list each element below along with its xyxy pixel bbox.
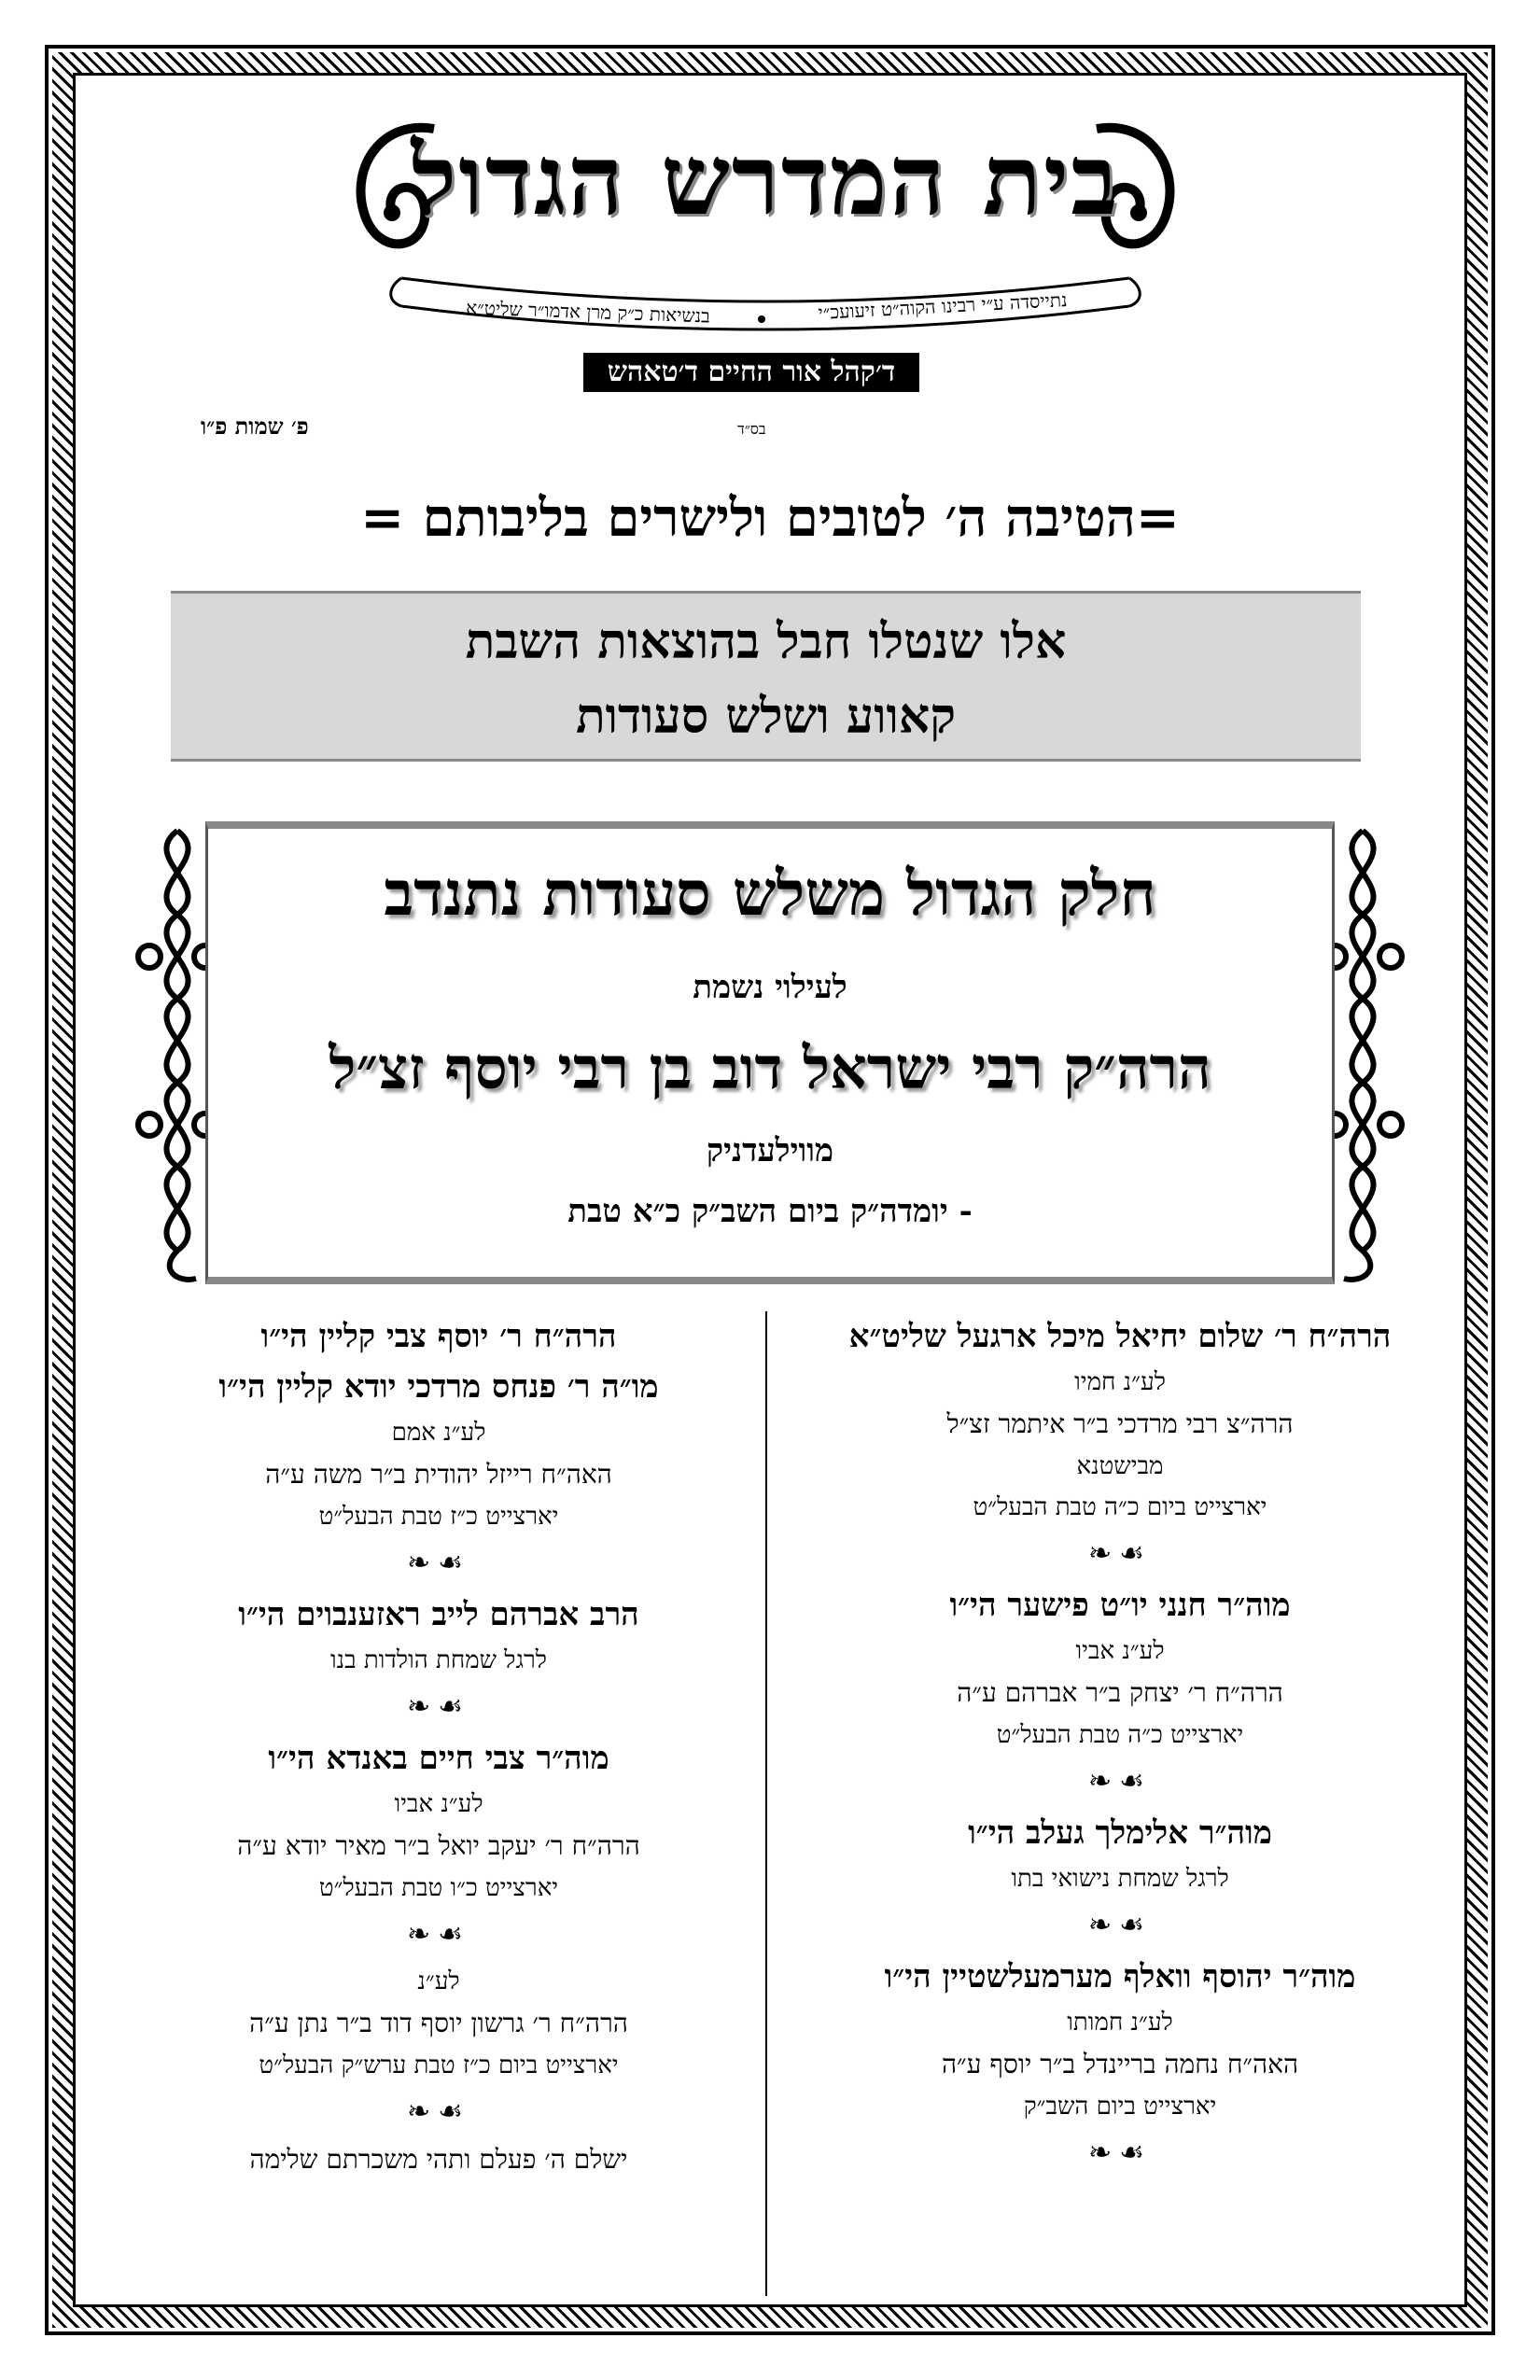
left-column bbox=[121, 1311, 756, 2181]
logo-title: בית המדרש הגדול bbox=[411, 122, 1120, 237]
donor-entry bbox=[121, 1733, 756, 1909]
sponsors-banner bbox=[171, 591, 1361, 762]
right-column bbox=[803, 1311, 1437, 2179]
ornament-divider-icon: ☙❧ bbox=[1087, 1909, 1153, 1941]
donor-line: הרה״ח ר׳ שלום יחיאל מיכל ארגעל שליט״א bbox=[848, 1318, 1392, 1355]
dedication-title: חלק הגדול משלש סעודות נתנדב bbox=[384, 857, 1156, 930]
donor-entry bbox=[803, 1808, 1437, 1899]
donor-line: ישלם ה׳ פעלם ותהי משכרתם שלימה bbox=[249, 2144, 628, 2175]
ornament-divider-icon: ☙❧ bbox=[1087, 1765, 1153, 1798]
donor-line: יארצייט כ״ה טבת הבעל״ט bbox=[996, 1721, 1244, 1749]
donor-line: מוה״ר חנני יו״ט פישער הי״ו bbox=[949, 1587, 1291, 1624]
donor-line: מוה״ר צבי חיים באנדא הי״ו bbox=[268, 1740, 609, 1777]
donor-line: לע״נ אביו bbox=[394, 1790, 483, 1818]
donor-line: לע״נ חמותו bbox=[1067, 2009, 1173, 2037]
column-divider bbox=[765, 1311, 767, 2296]
donor-line: מבישטנא bbox=[1076, 1452, 1164, 1480]
donor-entry bbox=[121, 1961, 756, 2086]
donor-entry bbox=[803, 1311, 1437, 1528]
donor-line: יארצייט ביום כ״ז טבת ערש״ק הבעל״ט bbox=[259, 2051, 619, 2079]
ornament-divider-icon: ☙❧ bbox=[1087, 1537, 1153, 1570]
donor-line: לרגל שמחת הולדות בנו bbox=[330, 1646, 547, 1674]
donor-entry bbox=[121, 2138, 756, 2181]
donor-line: מו״ה ר׳ פנחס מרדכי יודא קליין הי״ו bbox=[218, 1368, 659, 1406]
ornament-divider-icon: ☙❧ bbox=[406, 2095, 471, 2128]
donor-line: האה״ח נחמה בריינדל ב״ר יוסף ע״ה bbox=[941, 2049, 1299, 2079]
parsha-label: פ׳ שמות פ״ו bbox=[201, 413, 309, 440]
donor-line: האה״ח רייזל יהודית ב״ר משה ע״ה bbox=[265, 1459, 612, 1490]
dedication-date: - יומדה״ק ביום השב״ק כ״א טבת bbox=[567, 1193, 973, 1230]
logo bbox=[345, 110, 1185, 388]
donor-line: מוה״ר יהוסף וואלף מערמעלשטיין הי״ו bbox=[884, 1958, 1356, 1995]
donor-line: לע״נ bbox=[417, 1967, 460, 1995]
dedication-subtitle: לעילוי נשמת bbox=[693, 969, 847, 1006]
donor-entry bbox=[121, 1311, 756, 1537]
donor-line: יארצייט כ״ו טבת הבעל״ט bbox=[318, 1874, 559, 1902]
dedication-box bbox=[205, 821, 1335, 1284]
donor-line: יארצייט ביום כ״ה טבת הבעל״ט bbox=[973, 1493, 1267, 1521]
banner-line-2: קאווע ושלש סעודות bbox=[575, 688, 957, 745]
logo-subtitle: ד׳קהל אור החיים ד׳טאהש bbox=[583, 353, 919, 392]
donor-line: מוה״ר אלימלך געלב הי״ו bbox=[968, 1814, 1272, 1852]
bsd-label: בס״ד bbox=[737, 420, 766, 438]
donor-line: הרה״ח ר׳ גרשון יוסף דוד ב״ר נתן ע״ה bbox=[249, 2008, 628, 2038]
banner-line-1: אלו שנטלו חבל בהוצאות השבת bbox=[465, 613, 1067, 670]
donor-line: הרה״ח ר׳ יצחק ב״ר אברהם ע״ה bbox=[957, 1677, 1283, 1708]
motto-heading: =הטיבה ה׳ לטובים ולישרים בליבותם = bbox=[360, 487, 1180, 549]
banner-text-left: בנשיאות כ״ק מרן אדמו״ר שליט״א bbox=[465, 296, 711, 328]
banner-text-right: נתייסדה ע״י רבינו הקוה״ט זיעועכ״י bbox=[817, 288, 1069, 324]
ornament-divider-icon: ☙❧ bbox=[406, 1918, 471, 1951]
donor-line: לע״נ אמם bbox=[391, 1419, 486, 1447]
donor-line: לרגל שמחת נישואי בתו bbox=[1011, 1865, 1229, 1893]
donor-line: יארצייט כ״ז טבת הבעל״ט bbox=[318, 1503, 559, 1531]
donor-line: הרה״ח ר׳ יעקב יואל ב״ר מאיר יודא ע״ה bbox=[237, 1830, 640, 1861]
donor-entry bbox=[121, 1589, 756, 1681]
ornament-divider-icon: ☙❧ bbox=[406, 1690, 471, 1723]
donor-line: הרה״ח ר׳ יוסף צבי קליין הי״ו bbox=[260, 1318, 617, 1355]
donor-line: יארצייט ביום השב״ק bbox=[1023, 2093, 1217, 2121]
donor-line: הרה״צ רבי מרדכי ב״ר איתמר זצ״ל bbox=[946, 1408, 1294, 1439]
donor-line: הרב אברהם לייב ראזענבוים הי״ו bbox=[238, 1596, 639, 1633]
dedication-place: מווילעדניק bbox=[706, 1132, 834, 1169]
ornament-divider-icon: ☙❧ bbox=[1087, 2136, 1153, 2169]
banner-dot bbox=[758, 315, 765, 323]
dedication-name: הרה״ק רבי ישראל דוב בן רבי יוסף זצ״ל bbox=[329, 1034, 1211, 1102]
donor-line: לע״נ אביו bbox=[1075, 1637, 1165, 1665]
donor-entry bbox=[803, 1952, 1437, 2127]
donor-entry bbox=[803, 1580, 1437, 1756]
ornament-divider-icon: ☙❧ bbox=[406, 1547, 471, 1579]
donor-line: לע״נ חמיו bbox=[1074, 1368, 1166, 1396]
